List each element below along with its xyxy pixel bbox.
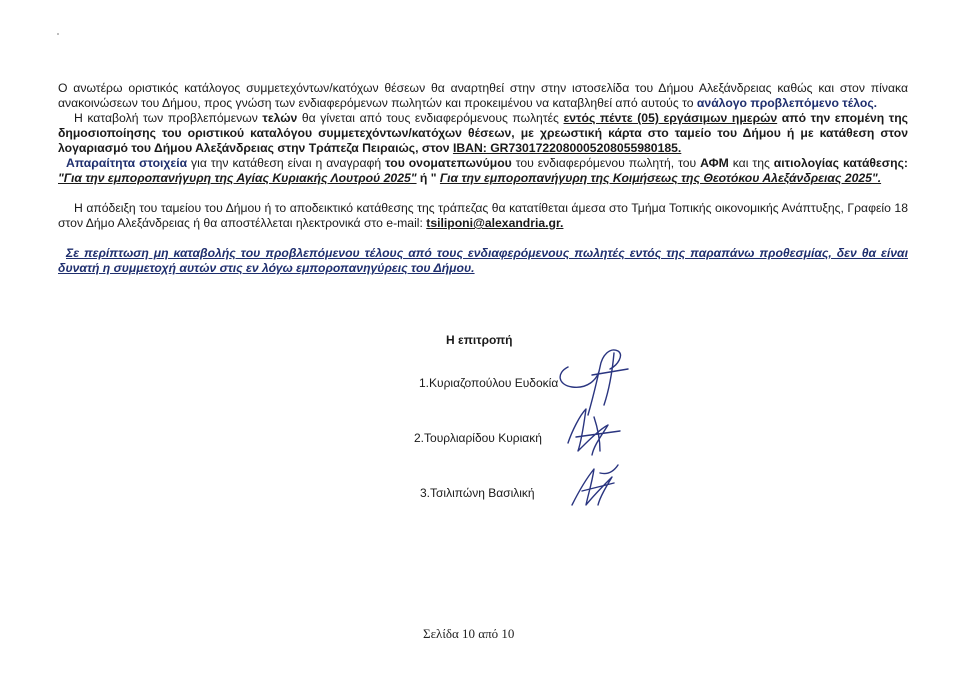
- paragraph-3-or: ή ": [416, 171, 440, 185]
- committee-member-2: 2.Τουρλιαρίδου Κυριακή: [414, 431, 542, 445]
- paragraph-3-bold-afm: ΑΦΜ: [700, 156, 729, 170]
- paragraph-2-text-1: Η καταβολή των προβλεπόμενων: [74, 111, 263, 125]
- deposit-reason-loutro: "Για την εμποροπανήγυρη της Αγίας Κυριακής Λουτρού 2025": [58, 171, 417, 185]
- paragraph-non-payment-warning: [58, 246, 908, 276]
- paragraph-5-text: Σε περίπτωση μη καταβολής του προβλεπόμενου τέλους από τους ενδιαφερόμενους πωλητές εντός της παραπάνω προθεσμίας, δεν θα είναι δυνατή η συμμετοχή αυτών στις εν λόγω εμποροπανηγύρεις του Δήμου.: [58, 246, 908, 275]
- committee-member-3: 3.Τσιλιπώνη Βασιλική: [420, 486, 535, 500]
- signature-3-icon: [572, 465, 618, 505]
- committee-title: Η επιτροπή: [446, 333, 513, 347]
- paragraph-3-bold-name: του ονοματεπωνύμου: [385, 156, 512, 170]
- paragraph-2-bold-details: από την επομένη της δημοσιοποίησης του οριστικού καταλόγου συμμετεχόντων/κατόχων θέσεων, με χρεωστική κάρτα στο ταμείο του Δήμου ή με κατάθεση στον λογαριασμό του Δήμου Αλεξάνδρειας στην Τράπεζα Πειραιώς, στον: [58, 111, 908, 155]
- paragraph-3-bold-required: Απαραίτητα στοιχεία: [66, 156, 188, 170]
- paragraph-2-deadline: εντός πέντε (05) εργάσιμων ημερών: [563, 111, 778, 125]
- committee-member-1: 1.Κυριαζοπούλου Ευδοκία: [419, 376, 559, 390]
- paragraph-1-bold-end: ανάλογο προβλεπόμενο τέλος.: [696, 96, 878, 110]
- email-link[interactable]: tsiliponi@alexandria.gr.: [426, 216, 564, 230]
- paragraph-receipt-submission: [58, 201, 908, 231]
- signature-1-icon: [560, 350, 628, 415]
- signatures-drawing: [548, 345, 658, 515]
- paragraph-publication-notice: [58, 81, 908, 111]
- paragraph-2-bold-fees: τελών: [262, 111, 298, 125]
- paragraph-2-text-2: θα γίνεται από τους ενδιαφερόμενους πωλητές: [297, 111, 564, 125]
- page-number: Σελίδα 10 από 10: [423, 626, 515, 641]
- paragraph-payment-instructions: [58, 111, 908, 156]
- paragraph-required-details: [58, 156, 908, 186]
- paragraph-3-bold-reason: αιτιολογίας κατάθεσης:: [773, 156, 908, 170]
- paragraph-3-text-3: και της: [728, 156, 774, 170]
- paragraph-4-text: Η απόδειξη του ταμείου του Δήμου ή το αποδεικτικό κατάθεσης της τράπεζας θα κατατίθεται άμεσα στο Τμήμα Τοπικής οικονομικής Ανάπτυξης, Γραφείο 18 στον Δήμο Αλεξάνδρειας ή θα αποστέλλεται ηλεκτρονικά στο e-mail:: [58, 201, 908, 230]
- iban: IBAN: GR7301722080005208055980185.: [452, 141, 682, 155]
- deposit-reason-alexandreia: Για την εμποροπανήγυρη της Κοιμήσεως της Θεοτόκου Αλεξάνδρειας 2025".: [439, 171, 882, 185]
- paragraph-1-text: Ο ανωτέρω οριστικός κατάλογος συμμετεχόντων/κατόχων θέσεων θα αναρτηθεί στην στην ιστοσελίδα του Δήμου Αλεξάνδρειας καθώς και στον πίνακα ανακοινώσεων του Δήμου, προς γνώση των ενδιαφερόμενων πωλητών και προκειμένου να καταβληθεί από αυτούς το: [58, 81, 908, 110]
- paragraph-3-text-2: του ενδιαφερόμενου πωλητή, του: [511, 156, 701, 170]
- signature-2-icon: [568, 409, 620, 455]
- paragraph-3-text-1: για την κατάθεση είναι η αναγραφή: [187, 156, 386, 170]
- scan-speck: [57, 33, 59, 35]
